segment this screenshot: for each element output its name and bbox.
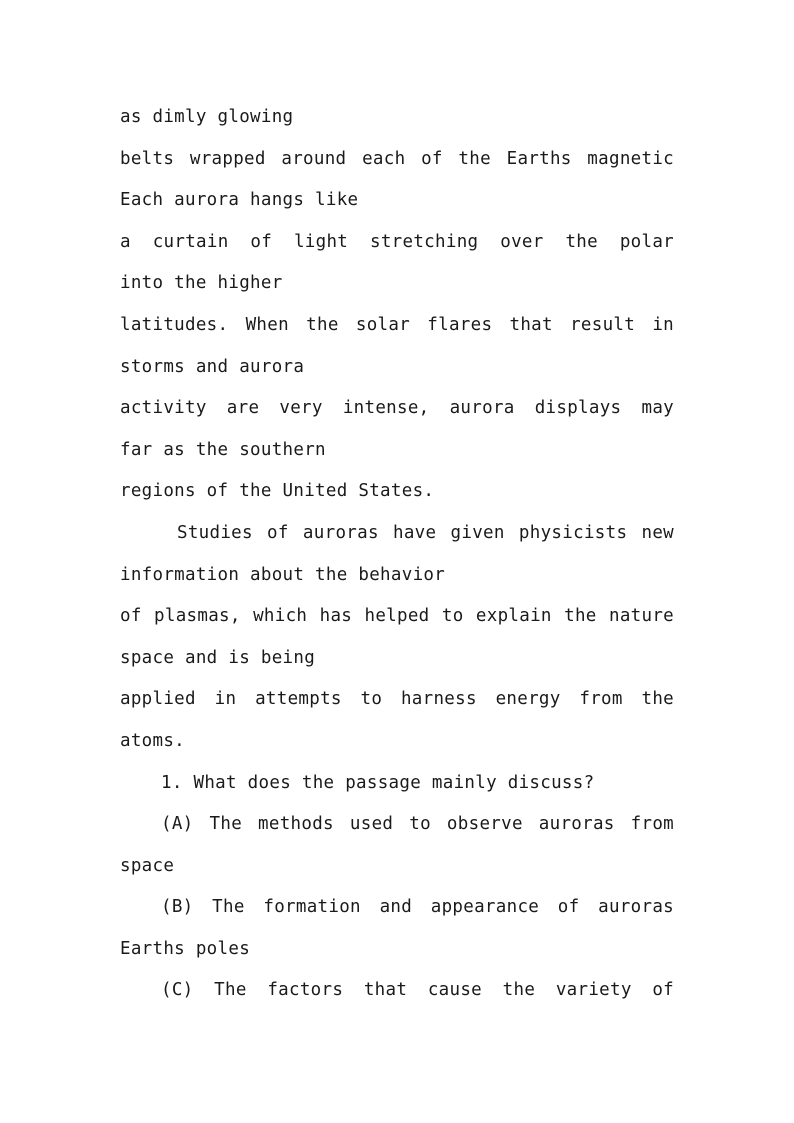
passage-line: far as the southern bbox=[120, 439, 326, 460]
paragraph-start-line: Studies of auroras have given physicists new bbox=[177, 522, 674, 543]
passage-line: belts wrapped around each of the Earths magnetic bbox=[120, 148, 674, 169]
passage-line: into the higher bbox=[120, 273, 283, 294]
option-c: (C) The factors that cause the variety of bbox=[161, 980, 674, 1001]
passage-line: as dimly glowing bbox=[120, 107, 294, 127]
passage-line: information about the behavior bbox=[120, 564, 446, 585]
document-body bbox=[120, 97, 674, 1012]
passage-line: space and is being bbox=[120, 647, 316, 668]
passage-line: storms and aurora bbox=[120, 356, 305, 377]
passage-line: Each aurora hangs like bbox=[120, 190, 359, 211]
option-b: (B) The formation and appearance of auroras bbox=[161, 897, 674, 918]
passage-line: of plasmas, which has helped to explain the nature bbox=[120, 606, 674, 627]
passage-line: a curtain of light stretching over the polar bbox=[120, 231, 674, 252]
question-prompt: 1. What does the passage mainly discuss? bbox=[161, 772, 595, 793]
passage-line: activity are very intense, aurora displays may bbox=[120, 398, 674, 419]
passage-line: atoms. bbox=[120, 730, 186, 751]
option-b-continuation: Earths poles bbox=[120, 938, 251, 959]
passage-line: latitudes. When the solar flares that result in bbox=[120, 314, 674, 335]
option-a: (A) The methods used to observe auroras from bbox=[161, 814, 674, 835]
option-a-continuation: space bbox=[120, 855, 175, 876]
passage-line: regions of the United States. bbox=[120, 481, 435, 502]
passage-line: applied in attempts to harness energy from the bbox=[120, 689, 674, 710]
